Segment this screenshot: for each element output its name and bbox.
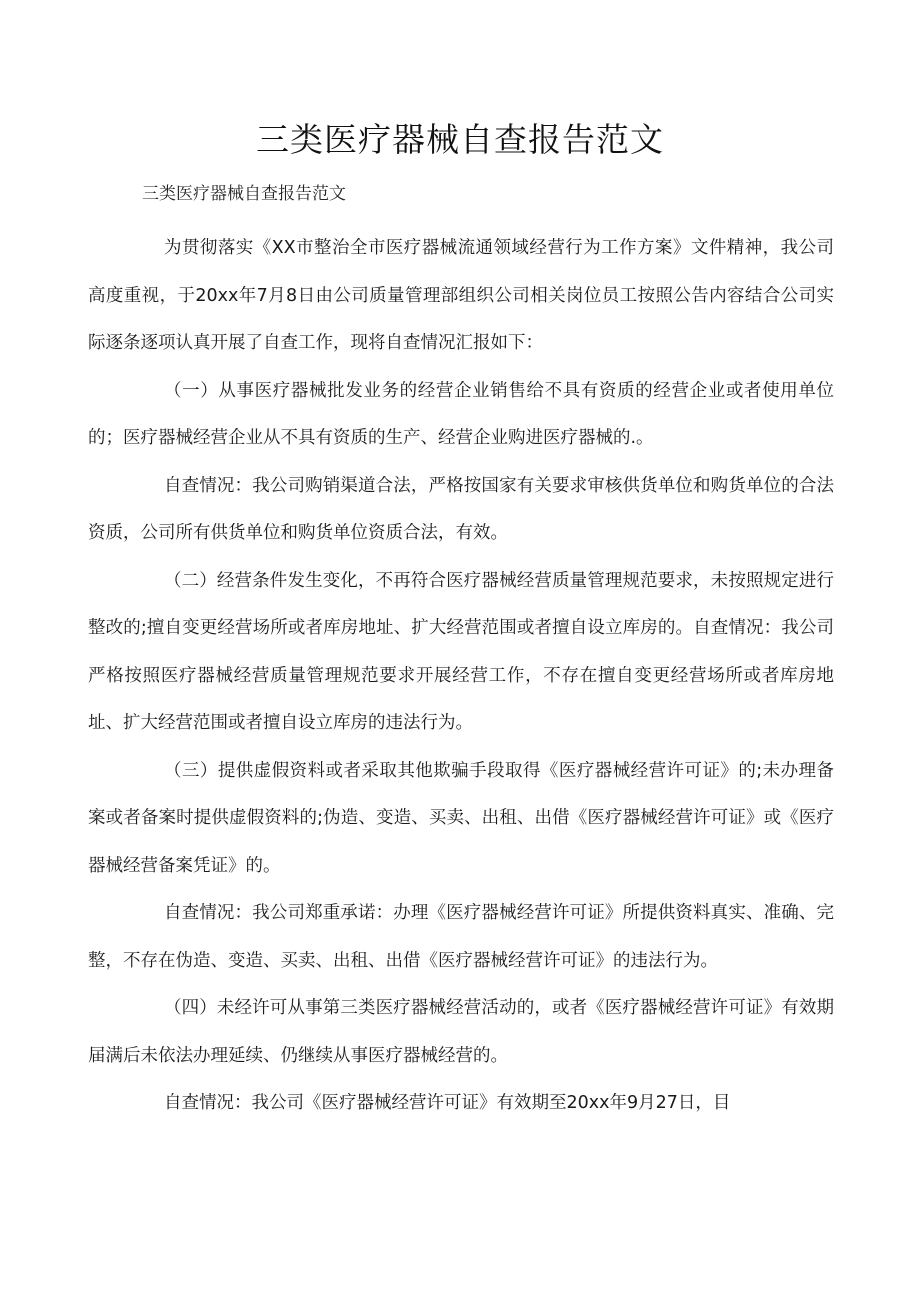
- paragraph-item-4: （四）未经许可从事第三类医疗器械经营活动的，或者《医疗器械经营许可证》有效期届满后未依法办理延续、仍继续从事医疗器械经营的。: [88, 998, 834, 1066]
- document-subtitle: 三类医疗器械自查报告范文: [142, 184, 346, 204]
- document-title: 三类医疗器械自查报告范文: [256, 120, 664, 159]
- paragraph-check-4: 自查情况：我公司《医疗器械经营许可证》有效期至20xx年9月27日，目: [164, 1093, 731, 1113]
- document-body: [88, 225, 834, 1128]
- paragraph-item-1: （一）从事医疗器械批发业务的经营企业销售给不具有资质的经营企业或者使用单位的；医疗器械经营企业从不具有资质的生产、经营企业购进医疗器械的.。: [88, 380, 834, 448]
- paragraph-item-2: （二）经营条件发生变化，不再符合医疗器械经营质量管理规范要求，未按照规定进行整改的;擅自变更经营场所或者库房地址、扩大经营范围或者擅自设立库房的。自查情况：我公司严格按照医疗器械经营质量管理规范要求开展经营工作，不存在擅自变更经营场所或者库房地址、扩大经营范围或者擅自设立库房的违法行为。: [88, 570, 834, 733]
- paragraph-check-3: 自查情况：我公司郑重承诺：办理《医疗器械经营许可证》所提供资料真实、准确、完整，不存在伪造、变造、买卖、出租、出借《医疗器械经营许可证》的违法行为。: [88, 903, 834, 971]
- paragraph-check-1: 自查情况：我公司购销渠道合法，严格按国家有关要求审核供货单位和购货单位的合法资质，公司所有供货单位和购货单位资质合法，有效。: [88, 475, 834, 543]
- paragraph-item-3: （三）提供虚假资料或者采取其他欺骗手段取得《医疗器械经营许可证》的;未办理备案或者备案时提供虚假资料的;伪造、变造、买卖、出租、出借《医疗器械经营许可证》或《医疗器械经营备案凭证》的。: [88, 760, 834, 876]
- paragraph-intro: 为贯彻落实《XX市整治全市医疗器械流通领域经营行为工作方案》文件精神，我公司高度重视，于20xx年7月8日由公司质量管理部组织公司相关岗位员工按照公告内容结合公司实际逐条逐项认真开展了自查工作，现将自查情况汇报如下：: [88, 238, 834, 353]
